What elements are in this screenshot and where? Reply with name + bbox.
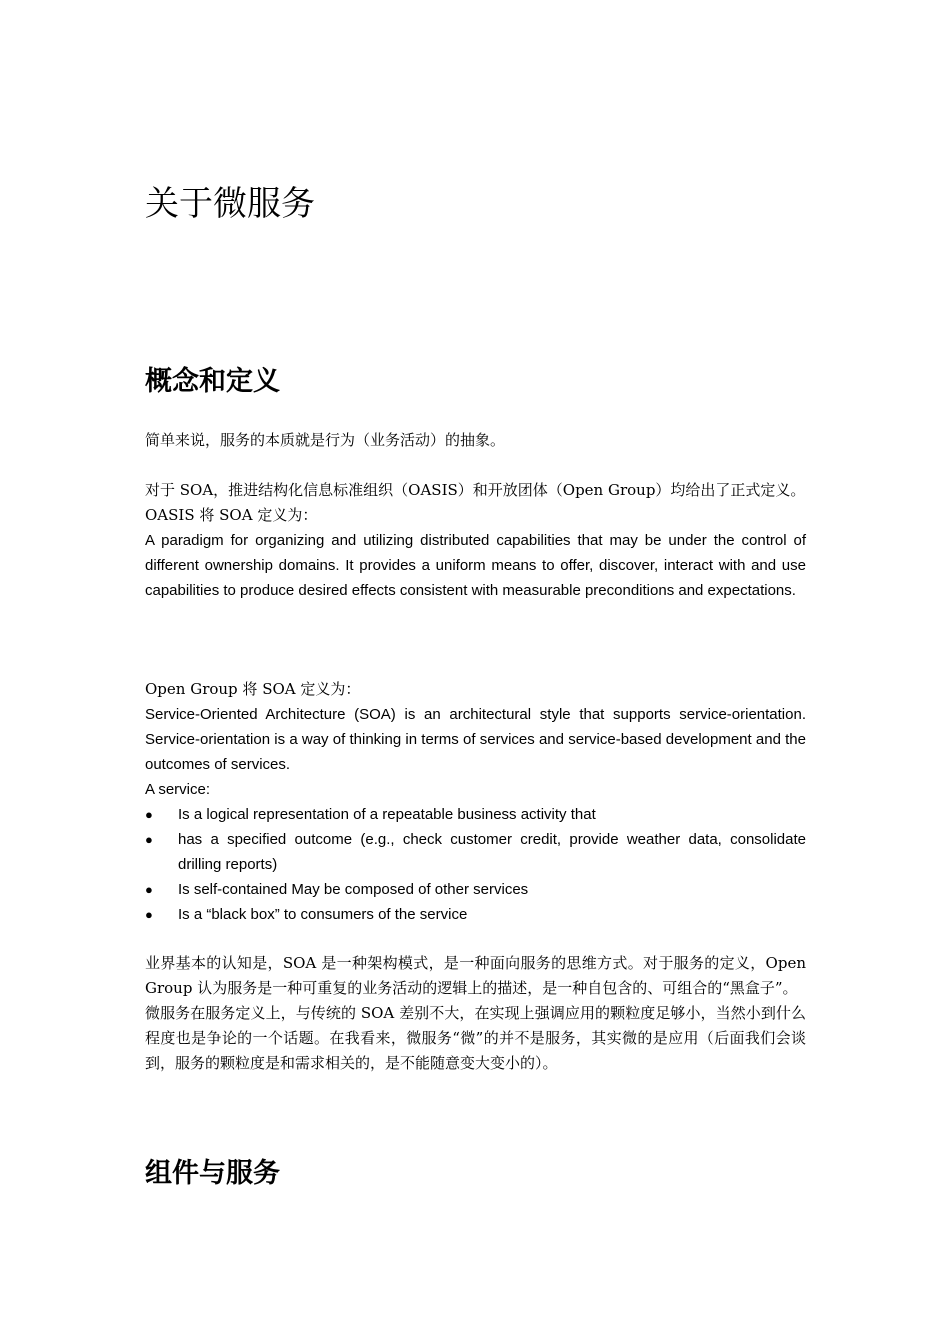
opengroup-block	[145, 677, 806, 927]
industry-view-text: 业界基本的认知是，SOA 是一种架构模式，是一种面向服务的思维方式。对于服务的定义，Open Group 认为服务是一种可重复的业务活动的逻辑上的描述，是一种自包含的、可组合的“黑盒子”。	[145, 954, 806, 997]
oasis-definition: A paradigm for organizing and utilizing distributed capabilities that may be under the control of different ownership domains. It provides a uniform means to offer, discover, interact with and use capabilities to produce desired effects consistent with measurable preconditions and expectations.	[145, 532, 806, 599]
list-item	[145, 802, 806, 827]
list-item-text: Is a “black box” to consumers of the service	[178, 906, 468, 923]
list-item	[145, 827, 806, 877]
opengroup-label: Open Group 将 SOA 定义为：	[145, 680, 361, 698]
commentary-block	[145, 951, 806, 1076]
bullet-icon: ●	[145, 832, 153, 847]
section-heading-concepts: 概念和定义	[145, 366, 280, 397]
microservice-view-text: 微服务在服务定义上，与传统的 SOA 差别不大，在实现上强调应用的颗粒度足够小，当然小到什么程度也是争论的一个话题。在我看来，微服务“微”的并不是服务，其实微的是应用（后面我们会谈到，服务的颗粒度是和需求相关的，是不能随意变大变小的）。	[145, 1004, 806, 1072]
section-heading-components: 组件与服务	[145, 1158, 280, 1189]
soa-definitions-block	[145, 478, 806, 603]
list-item-text: has a specified outcome (e.g., check customer credit, provide weather data, consolidate drilling reports)	[178, 831, 806, 873]
intro-text: 简单来说，服务的本质就是行为（业务活动）的抽象。	[145, 431, 506, 449]
soa-intro-text: 对于 SOA，推进结构化信息标准组织（OASIS）和开放团体（Open Group）均给出了正式定义。	[145, 481, 806, 499]
opengroup-definition: Service-Oriented Architecture (SOA) is an architectural style that supports service-orientation. Service-orientation is a way of thinking in terms of services and service-based development and the outcomes of services.	[145, 706, 806, 773]
list-item	[145, 877, 806, 902]
list-item	[145, 902, 806, 927]
list-item-text: Is self-contained May be composed of other services	[178, 881, 529, 898]
paragraph-intro	[145, 428, 806, 453]
bullet-icon: ●	[145, 807, 153, 822]
service-bullet-list	[145, 802, 806, 927]
oasis-label: OASIS 将 SOA 定义为：	[145, 506, 318, 524]
service-label: A service:	[145, 781, 211, 798]
list-item-text: Is a logical representation of a repeatable business activity that	[178, 806, 596, 823]
page-title: 关于微服务	[145, 184, 315, 224]
bullet-icon: ●	[145, 907, 153, 922]
bullet-icon: ●	[145, 882, 153, 897]
